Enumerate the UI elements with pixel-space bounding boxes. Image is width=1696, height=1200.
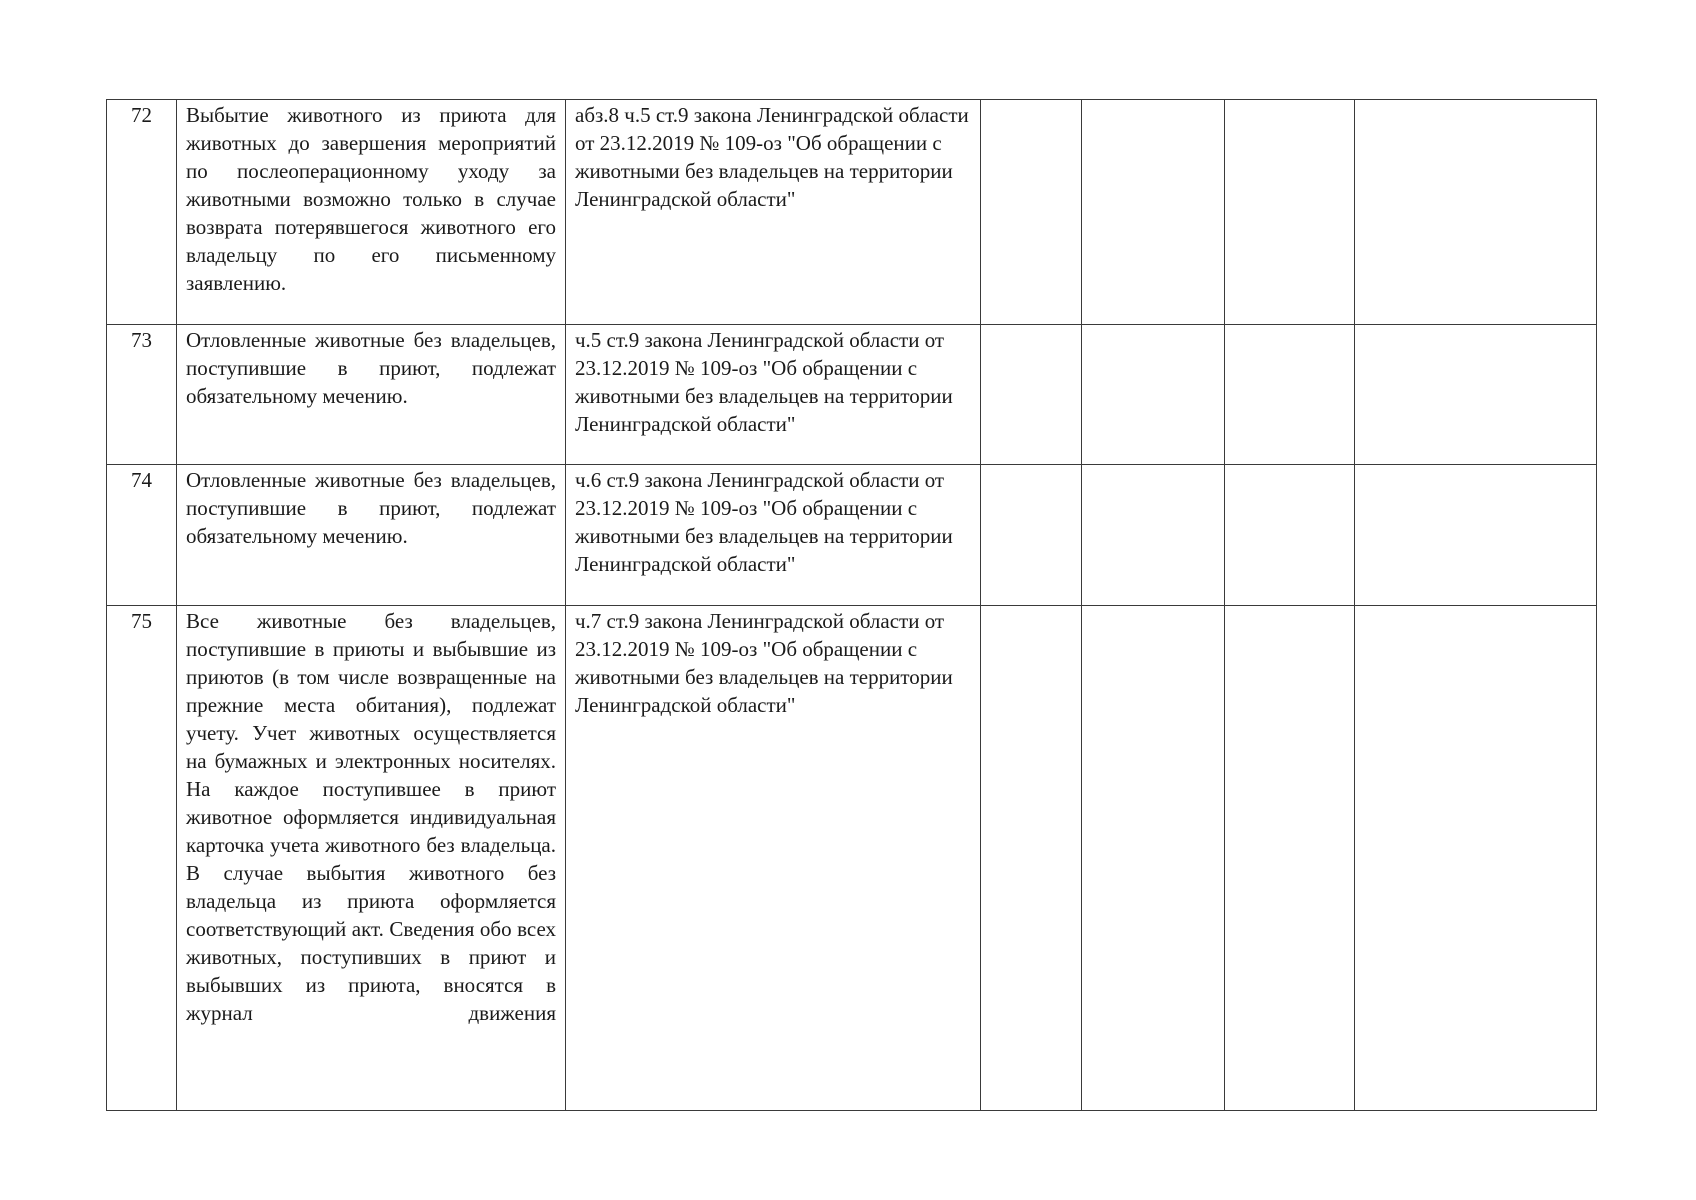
empty-cell [1225,606,1355,1111]
requirement-paragraph: Выбытие животного из приюта для животных до завершения мероприятий по послеоперационному уходу за животными возможно только в случае возврата потерявшегося животного его владельцу по его письменному заявлению. [186,103,556,295]
empty-cell [1225,325,1355,465]
table-row [107,465,1597,606]
empty-cell [1225,100,1355,325]
table-row [107,606,1597,1111]
requirement-text [177,325,566,465]
empty-cell [1355,100,1597,325]
empty-cell [981,465,1082,606]
empty-cell [1082,100,1225,325]
legal-reference: ч.5 ст.9 закона Ленинградской области от 23.12.2019 № 109-оз "Об обращении с животными без владельцев на территории Ленинградской области" [566,325,981,465]
legal-reference: ч.7 ст.9 закона Ленинградской области от 23.12.2019 № 109-оз "Об обращении с животными без владельцев на территории Ленинградской области" [566,606,981,1111]
requirements-table [106,99,1597,1111]
requirement-paragraph: На каждое поступившее в приют животное оформляется индивидуальная карточка учета животного без владельца. В случае выбытия животного без владельца из приюта оформляется соответствующий акт. Сведения обо всех животных, поступивших в приют и выбывших из приюта, вносятся в журнал движения [186,777,556,1025]
empty-cell [1355,465,1597,606]
requirement-paragraph: Отловленные животные без владельцев, поступившие в приют, подлежат обязательному мечению. [186,328,556,408]
row-number: 72 [107,100,177,325]
requirement-text [177,606,566,1111]
table-row [107,325,1597,465]
empty-cell [981,100,1082,325]
row-number: 73 [107,325,177,465]
requirement-text [177,465,566,606]
empty-cell [1225,465,1355,606]
requirement-paragraph: Все животные без владельцев, поступившие в приюты и выбывшие из приютов (в том числе возвращенные на прежние места обитания), подлежат учету. Учет животных осуществляется на бумажных и электронных носителях. [186,609,556,773]
row-number: 74 [107,465,177,606]
legal-reference: абз.8 ч.5 ст.9 закона Ленинградской области от 23.12.2019 № 109-оз "Об обращении с животными без владельцев на территории Ленинградской области" [566,100,981,325]
empty-cell [981,325,1082,465]
empty-cell [981,606,1082,1111]
empty-cell [1082,606,1225,1111]
empty-cell [1355,606,1597,1111]
empty-cell [1082,465,1225,606]
row-number: 75 [107,606,177,1111]
empty-cell [1355,325,1597,465]
legal-reference: ч.6 ст.9 закона Ленинградской области от 23.12.2019 № 109-оз "Об обращении с животными без владельцев на территории Ленинградской области" [566,465,981,606]
requirement-paragraph: Отловленные животные без владельцев, поступившие в приют, подлежат обязательному мечению. [186,468,556,548]
requirement-text [177,100,566,325]
table-row [107,100,1597,325]
empty-cell [1082,325,1225,465]
